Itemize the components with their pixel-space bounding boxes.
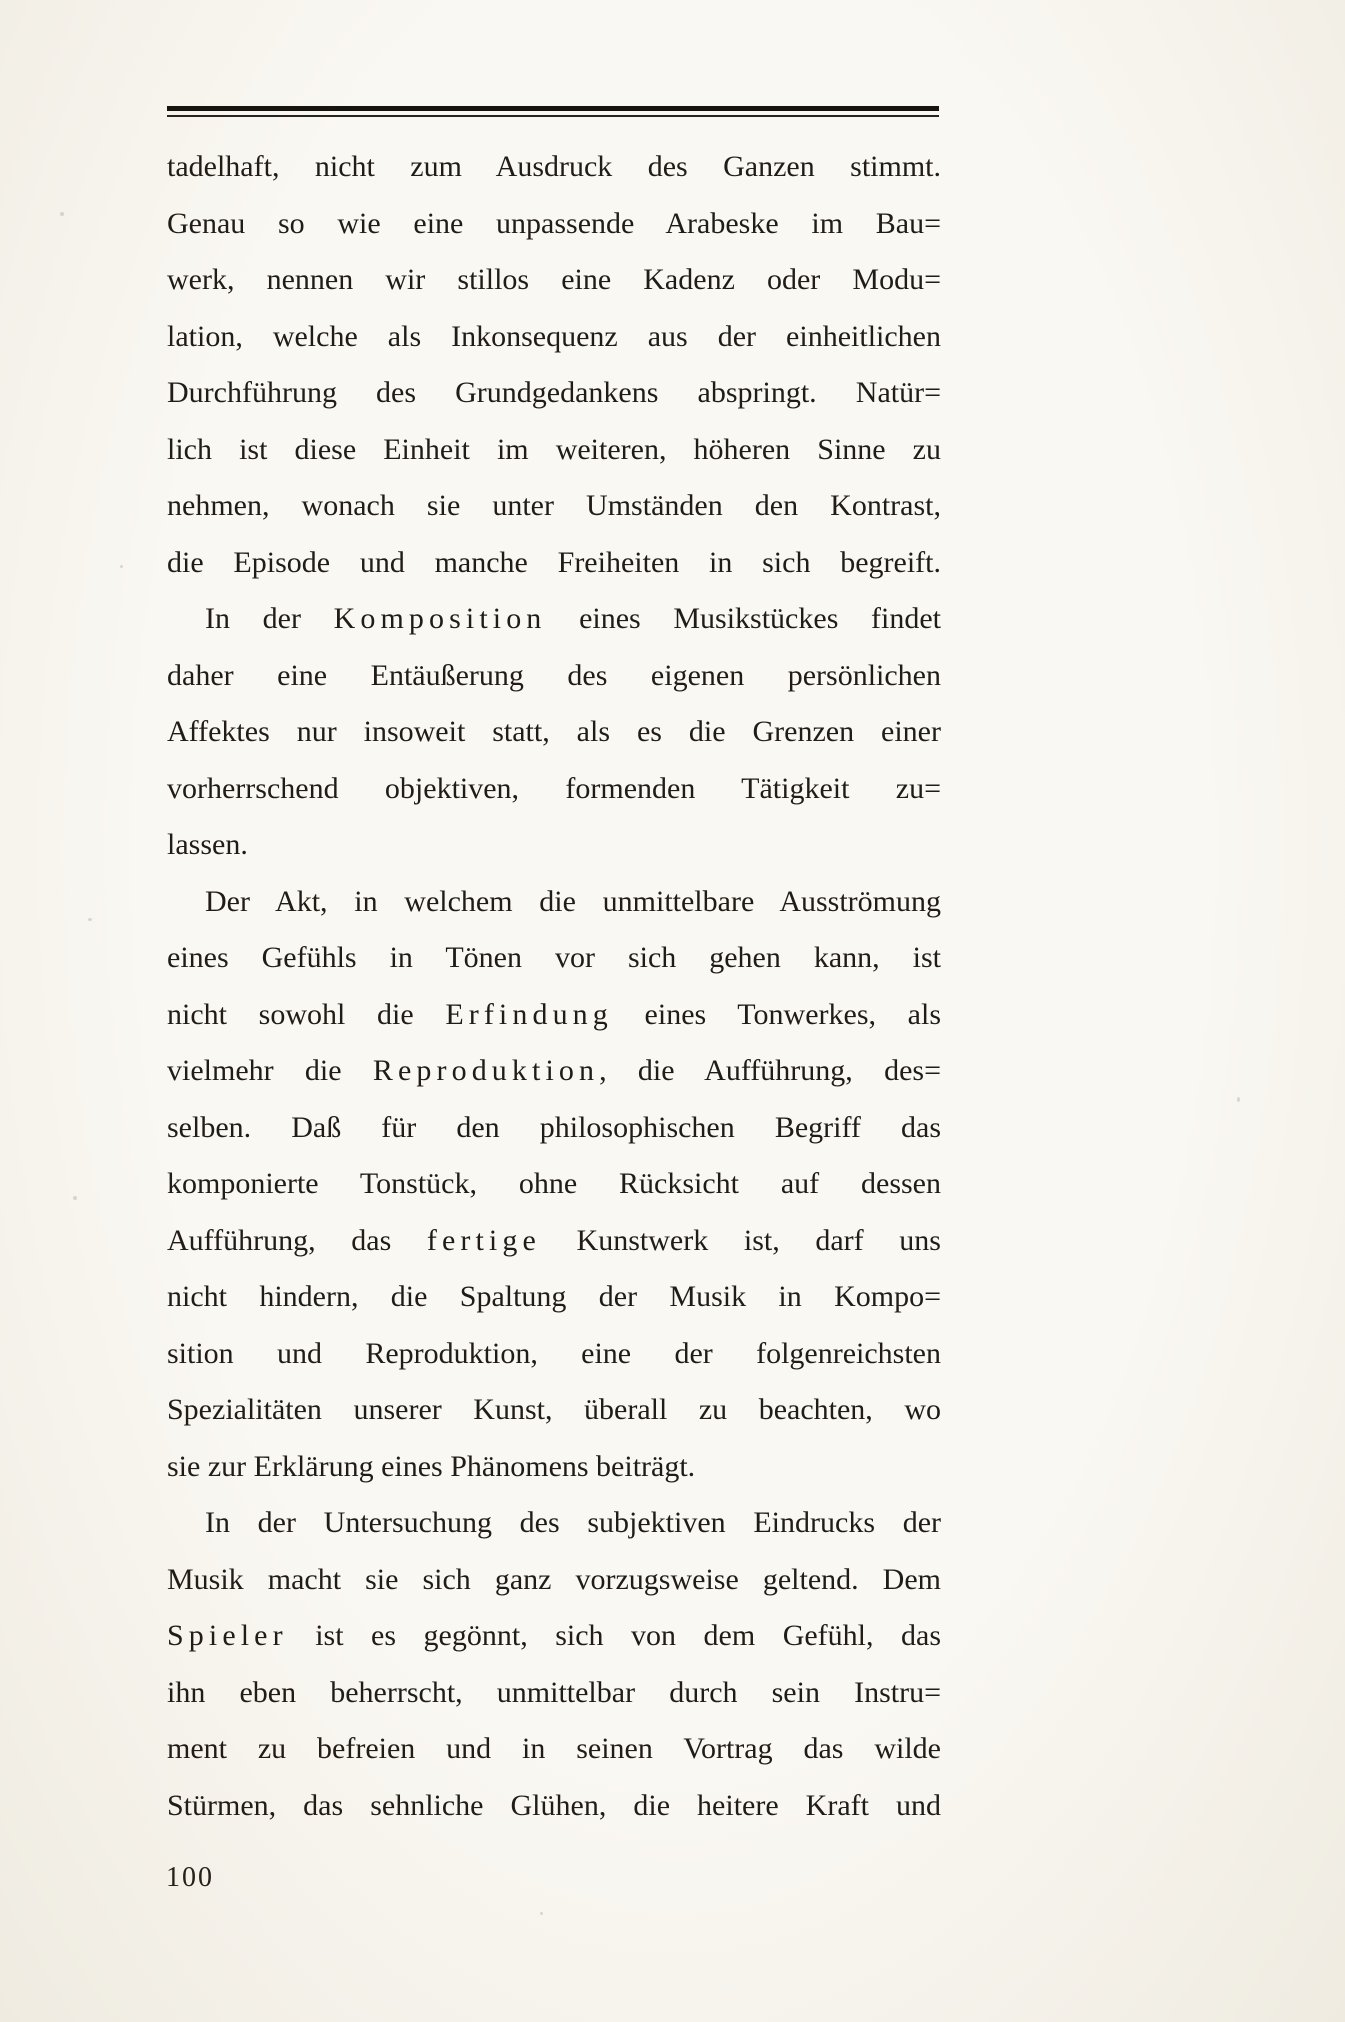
text-line: [167, 252, 941, 309]
text-segment: ist es gegönnt, sich von dem Gefühl, das: [287, 1619, 941, 1652]
text-segment: nicht hindern, die Spaltung der Musik in Kompo=: [167, 1280, 941, 1313]
text-line: [167, 1100, 941, 1157]
text-segment: Affektes nur insoweit statt, als es die Grenzen einer: [167, 715, 941, 748]
text-line: [167, 309, 941, 366]
text-segment: selben. Daß für den philosophischen Begriff das: [167, 1110, 941, 1144]
text-segment: sition und Reproduktion, eine der folgenreichsten: [167, 1336, 941, 1370]
text-line: [167, 1495, 941, 1552]
text-segment: lassen.: [167, 828, 248, 861]
text-segment: lich ist diese Einheit im weiteren, höheren Sinne zu: [167, 432, 941, 466]
text-line: [167, 761, 941, 818]
text-line: [167, 535, 941, 592]
text-segment: Stürmen, das sehnliche Glühen, die heitere Kraft und: [167, 1788, 941, 1822]
text-line: [167, 422, 941, 479]
text-segment: vielmehr die: [167, 1054, 373, 1087]
text-segment: komponierte Tonstück, ohne Rücksicht auf dessen: [167, 1167, 941, 1200]
scan-speckle: [60, 212, 64, 216]
text-segment: eines Musikstückes findet: [546, 602, 942, 635]
emphasized-word: Reproduktion: [372, 1054, 600, 1087]
text-segment: ment zu befreien und in seinen Vortrag das wilde: [167, 1732, 941, 1765]
text-segment: werk, nennen wir stillos eine Kadenz oder Modu=: [167, 263, 941, 296]
text-segment: vorherrschend objektiven, formenden Tätigkeit zu=: [167, 771, 941, 805]
text-line: [167, 139, 941, 196]
text-line: [167, 1439, 941, 1496]
page-number: 100: [166, 1862, 214, 1893]
text-segment: Der Akt, in welchem die unmittelbare Ausströmung: [205, 884, 941, 918]
text-segment: lation, welche als Inkonsequenz aus der einheitlichen: [167, 319, 941, 353]
text-line: [167, 1213, 941, 1270]
text-line: [167, 591, 941, 648]
text-line: [167, 987, 941, 1044]
text-line: [167, 1608, 941, 1665]
emphasized-word: Erfindung: [445, 997, 613, 1031]
text-line: [167, 1721, 941, 1778]
text-segment: ihn eben beherrscht, unmittelbar durch sein Instru=: [167, 1675, 941, 1709]
text-line: [167, 874, 941, 931]
emphasized-word: Spieler: [167, 1619, 288, 1652]
text-line: [167, 1269, 941, 1326]
text-line: [167, 196, 941, 253]
scan-speckle: [1237, 1097, 1240, 1102]
text-segment: die Episode und manche Freiheiten in sich begreift.: [167, 545, 941, 579]
text-line: [167, 1665, 941, 1722]
emphasized-word: Komposition: [333, 602, 547, 635]
text-line: [167, 1326, 941, 1383]
text-line: [167, 1382, 941, 1439]
emphasized-word: fertige: [426, 1223, 541, 1257]
text-segment: Genau so wie eine unpassende Arabeske im Bau=: [167, 206, 941, 240]
text-segment: Musik macht sie sich ganz vorzugsweise geltend. Dem: [167, 1562, 941, 1596]
text-line: [167, 1778, 941, 1835]
text-line: [167, 365, 941, 422]
text-segment: In der Untersuchung des subjektiven Eindrucks der: [205, 1506, 941, 1539]
scan-speckle: [73, 1196, 77, 1200]
text-line: [167, 1043, 941, 1100]
text-segment: Aufführung, das: [167, 1223, 427, 1257]
scan-speckle: [88, 918, 92, 921]
text-line: [167, 930, 941, 987]
text-segment: Kunstwerk ist, darf uns: [540, 1223, 941, 1257]
text-segment: tadelhaft, nicht zum Ausdruck des Ganzen stimmt.: [167, 150, 941, 183]
text-line: [167, 478, 941, 535]
text-line: [167, 817, 941, 874]
text-line: [167, 1552, 941, 1609]
text-segment: nicht sowohl die: [167, 997, 446, 1031]
text-segment: Durchführung des Grundgedankens abspringt. Natür=: [167, 376, 941, 409]
text-line: [167, 1156, 941, 1213]
scan-speckle: [120, 565, 123, 568]
text-line: [167, 648, 941, 705]
text-segment: eines Tonwerkes, als: [612, 997, 941, 1031]
text-segment: nehmen, wonach sie unter Umständen den Kontrast,: [167, 489, 941, 522]
top-rule: [167, 106, 939, 117]
text-segment: sie zur Erklärung eines Phänomens beiträgt.: [167, 1449, 696, 1483]
scan-speckle: [540, 1912, 543, 1915]
text-segment: daher eine Entäußerung des eigenen persönlichen: [167, 658, 941, 692]
text-segment: Spezialitäten unserer Kunst, überall zu beachten, wo: [167, 1393, 941, 1426]
text-segment: eines Gefühls in Tönen vor sich gehen kann, ist: [167, 941, 941, 974]
text-segment: In der: [205, 602, 334, 635]
text-block: [167, 139, 941, 1834]
text-line: [167, 704, 941, 761]
text-segment: , die Aufführung, des=: [599, 1054, 941, 1087]
